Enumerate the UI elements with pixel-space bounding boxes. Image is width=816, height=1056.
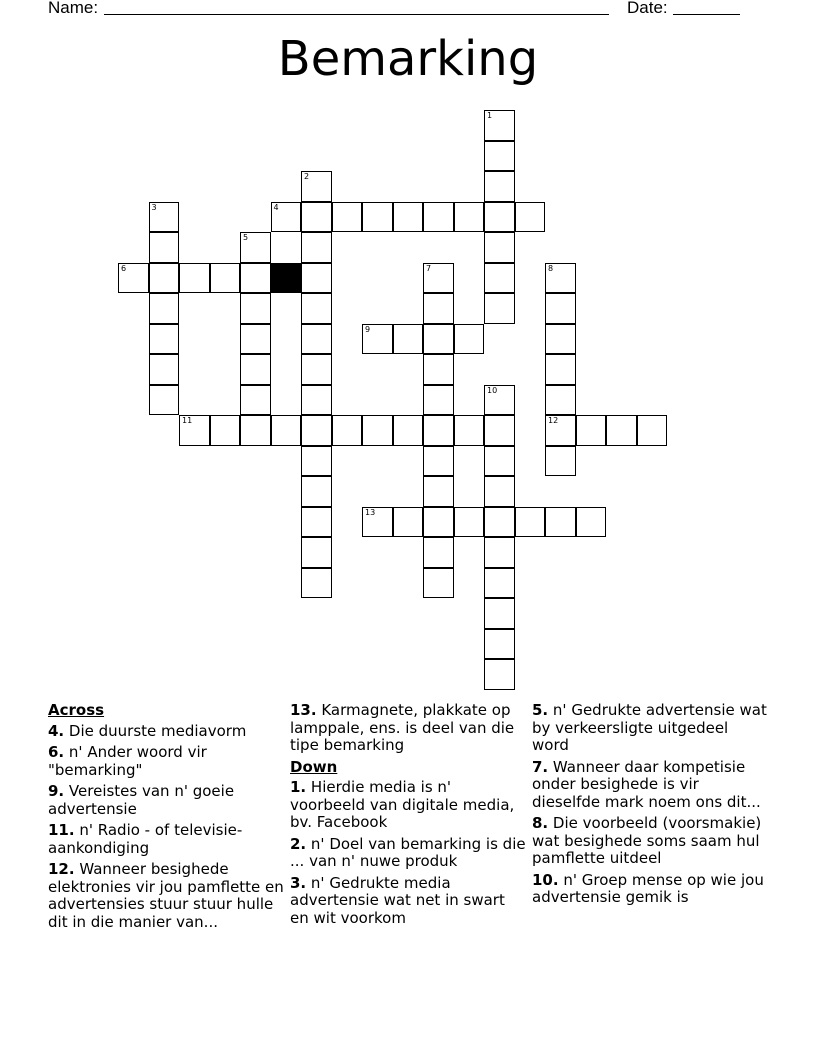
grid-cell[interactable] [454, 324, 485, 355]
grid-cell-black [271, 263, 302, 294]
grid-cell[interactable] [484, 202, 515, 233]
clue-number-11: 11 [182, 416, 193, 425]
grid-cell[interactable] [149, 202, 180, 233]
grid-cell[interactable] [484, 293, 515, 324]
grid-cell[interactable] [149, 324, 180, 355]
clue-down-2: 2. n' Doel van bemarking is die ... van n' nuwe produk [290, 834, 526, 870]
grid-cell[interactable] [240, 415, 271, 446]
clue-across-13: 13. Karmagnete, plakkate op lamppale, ens. is deel van die tipe bemarking [290, 701, 515, 754]
grid-cell[interactable] [484, 476, 515, 507]
grid-cell[interactable] [271, 202, 302, 233]
grid-cell[interactable] [301, 446, 332, 477]
clue-number-1: 1 [487, 111, 493, 120]
grid-cell[interactable] [240, 232, 271, 263]
clue-column-1 [48, 702, 284, 935]
clue-down-1: 1. Hierdie media is n' voorbeeld van digitale media, bv. Facebook [290, 778, 515, 831]
clue-across-11: 11. n' Radio - of televisie-aankondiging [48, 821, 243, 857]
grid-cell[interactable] [149, 293, 180, 324]
clue-number-5: 5 [243, 233, 249, 242]
grid-cell[interactable] [240, 354, 271, 385]
grid-cell[interactable] [301, 171, 332, 202]
grid-cell[interactable] [301, 568, 332, 599]
clue-across-4: 4. Die duurste mediavorm [48, 721, 247, 740]
clue-down-5: 5. n' Gedrukte advertensie wat by verkeersligte uitgedeel word [532, 701, 767, 754]
grid-cell[interactable] [515, 202, 546, 233]
grid-cell[interactable] [423, 263, 454, 294]
grid-cell[interactable] [454, 202, 485, 233]
grid-cell[interactable] [484, 415, 515, 446]
grid-cell[interactable] [362, 324, 393, 355]
grid-cell[interactable] [301, 232, 332, 263]
clue-number-10: 10 [487, 385, 498, 395]
grid-cell[interactable] [301, 324, 332, 355]
grid-cell[interactable] [423, 446, 454, 477]
grid-cell[interactable] [362, 202, 393, 233]
grid-cell[interactable] [484, 171, 515, 202]
grid-cell[interactable] [454, 507, 485, 538]
grid-cell[interactable] [423, 415, 454, 446]
grid-cell[interactable] [545, 507, 576, 538]
grid-cell[interactable] [149, 354, 180, 385]
grid-cell[interactable] [545, 293, 576, 324]
grid-cell[interactable] [423, 507, 454, 538]
grid-cell[interactable] [576, 415, 607, 446]
clue-across-6: 6. n' Ander woord vir "bemarking" [48, 743, 207, 779]
page-title: Bemarking [277, 31, 539, 87]
grid-cell[interactable] [484, 598, 515, 629]
grid-cell[interactable] [423, 324, 454, 355]
grid-cell[interactable] [484, 110, 515, 141]
clue-down-8: 8. Die voorbeeld (voorsmakie) wat besighede soms saam hul pamflette uitdeel [532, 814, 762, 867]
grid-cell[interactable] [301, 537, 332, 568]
grid-cell[interactable] [332, 415, 363, 446]
grid-cell[interactable] [484, 385, 515, 416]
clue-number-3: 3 [151, 202, 157, 212]
grid-cell[interactable] [301, 415, 332, 446]
grid-cell[interactable] [118, 263, 149, 294]
clue-across-12: 12. Wanneer besighede elektronies vir jou pamflette en advertensies stuur stuur hulle dit in die manier van... [48, 860, 284, 931]
grid-cell[interactable] [484, 629, 515, 660]
grid-cell[interactable] [484, 263, 515, 294]
name-label: Name: [48, 0, 99, 17]
grid-cell[interactable] [240, 385, 271, 416]
clue-number-9: 9 [365, 324, 371, 334]
clue-down-3: 3. n' Gedrukte media advertensie wat net in swart en wit voorkom [290, 873, 505, 927]
grid-cell[interactable] [301, 202, 332, 233]
clue-number-13: 13 [365, 507, 376, 517]
grid-cell[interactable] [423, 202, 454, 233]
clue-number-8: 8 [548, 263, 554, 273]
grid-cell[interactable] [149, 263, 180, 294]
grid-cell[interactable] [484, 568, 515, 599]
grid-cell[interactable] [332, 202, 363, 233]
down-heading: Down [290, 757, 338, 776]
grid-cell[interactable] [149, 232, 180, 263]
grid-cell[interactable] [301, 476, 332, 507]
grid-cell[interactable] [301, 507, 332, 538]
grid-cell[interactable] [301, 354, 332, 385]
date-label: Date: [627, 0, 668, 17]
grid-cell[interactable] [484, 446, 515, 477]
grid-cell[interactable] [301, 293, 332, 324]
clue-number-2: 2 [304, 172, 310, 181]
clue-number-6: 6 [121, 263, 127, 273]
grid-cell[interactable] [545, 385, 576, 416]
grid-cell[interactable] [423, 476, 454, 507]
grid-cell[interactable] [393, 324, 424, 355]
grid-cell[interactable] [393, 415, 424, 446]
grid-cell[interactable] [210, 263, 241, 294]
clue-column-3 [532, 702, 768, 911]
clue-number-4: 4 [273, 202, 279, 212]
grid-cell[interactable] [179, 415, 210, 446]
grid-cell[interactable] [240, 263, 271, 294]
clue-across-9: 9. Vereistes van n' goeie advertensie [48, 782, 235, 818]
grid-cell[interactable] [301, 263, 332, 294]
grid-cell[interactable] [484, 507, 515, 538]
grid-cell[interactable] [545, 415, 576, 446]
grid-cell[interactable] [545, 263, 576, 294]
grid-cell[interactable] [545, 354, 576, 385]
clue-column-2 [290, 702, 526, 931]
grid-cell[interactable] [240, 293, 271, 324]
grid-cell[interactable] [423, 537, 454, 568]
grid-cell[interactable] [423, 354, 454, 385]
grid-cell[interactable] [301, 385, 332, 416]
grid-cell[interactable] [545, 324, 576, 355]
across-heading: Across [48, 701, 105, 719]
grid-cell[interactable] [484, 141, 515, 172]
grid-cell[interactable] [484, 537, 515, 568]
grid-cell[interactable] [149, 385, 180, 416]
grid-cell[interactable] [606, 415, 637, 446]
grid-cell[interactable] [271, 415, 302, 446]
grid-cell[interactable] [393, 507, 424, 538]
grid-cell[interactable] [362, 415, 393, 446]
grid-cell[interactable] [545, 446, 576, 477]
grid-cell[interactable] [637, 415, 668, 446]
clue-number-7: 7 [426, 263, 432, 273]
grid-cell[interactable] [240, 324, 271, 355]
grid-cell[interactable] [454, 415, 485, 446]
grid-cell[interactable] [484, 659, 515, 690]
grid-cell[interactable] [576, 507, 607, 538]
clue-down-10: 10. n' Groep mense op wie jou advertensie gemik is [532, 870, 764, 906]
grid-cell[interactable] [179, 263, 210, 294]
grid-cell[interactable] [210, 415, 241, 446]
grid-cell[interactable] [515, 507, 546, 538]
grid-cell[interactable] [423, 385, 454, 416]
clue-number-12: 12 [548, 416, 559, 425]
grid-cell[interactable] [393, 202, 424, 233]
clue-down-7: 7. Wanneer daar kompetisie onder besighede is vir dieselfde mark noem ons dit... [532, 757, 761, 811]
grid-cell[interactable] [484, 232, 515, 263]
grid-cell[interactable] [423, 293, 454, 324]
grid-cell[interactable] [423, 568, 454, 599]
grid-cell[interactable] [362, 507, 393, 538]
